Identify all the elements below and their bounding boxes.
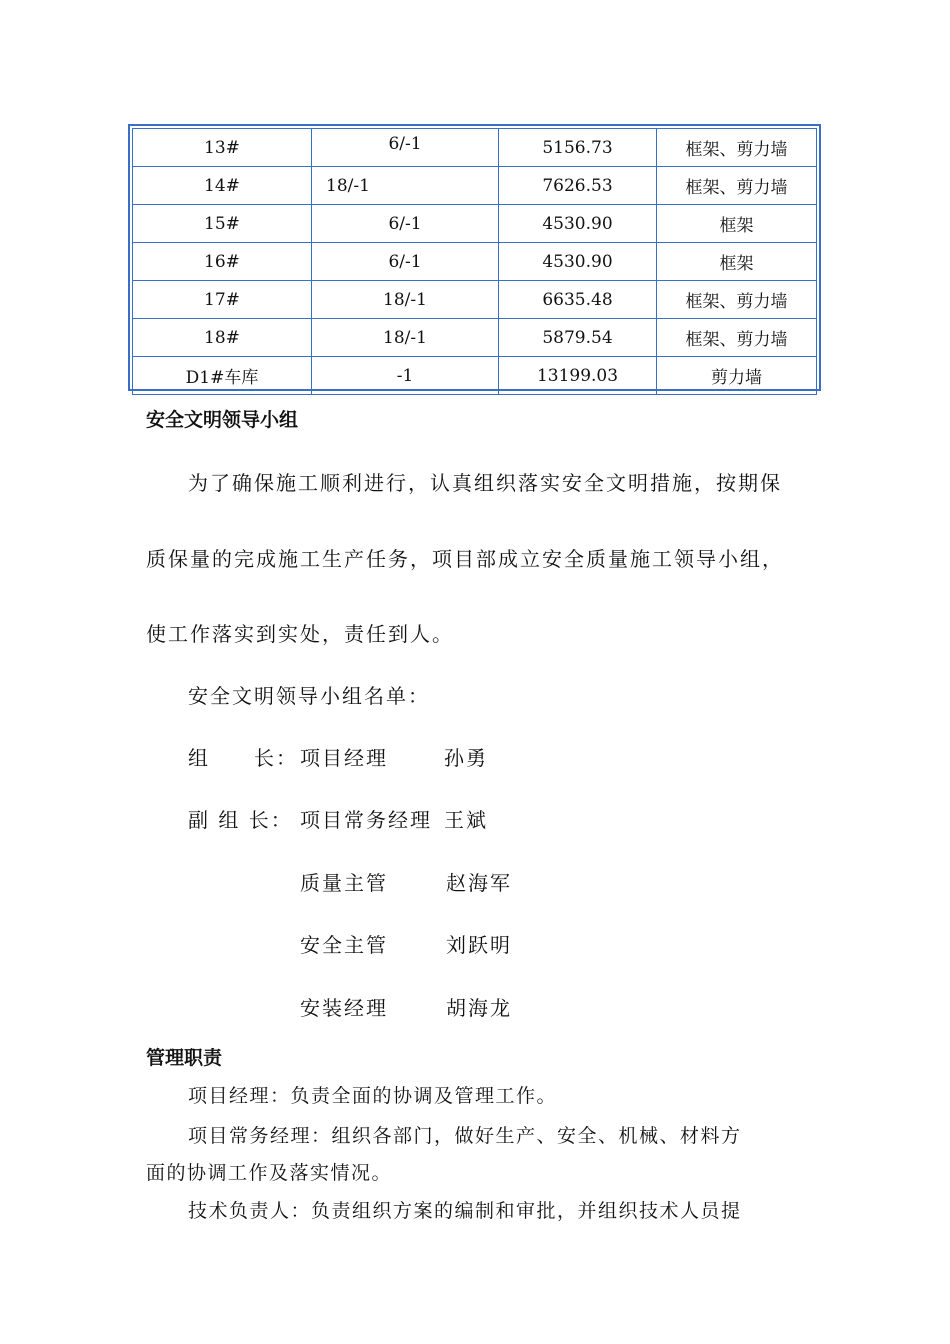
floors-cell <box>312 129 499 167</box>
floors-cell-text: 18/-1 <box>383 327 427 348</box>
area-cell <box>499 205 657 243</box>
floors-cell-text: 6/-1 <box>388 133 422 154</box>
area-cell-text: 7626.53 <box>542 175 613 196</box>
duty-line-4: 技术负责人：负责组织方案的编制和审批，并组织技术人员提 <box>188 1200 742 1222</box>
structure-cell <box>657 281 817 319</box>
deputy-name: 王斌 <box>444 808 488 832</box>
leader-role: 项目经理 <box>300 746 388 770</box>
table-row <box>133 129 817 167</box>
floors-cell <box>312 205 499 243</box>
member-name: 赵海军 <box>446 871 512 895</box>
area-cell-text: 13199.03 <box>536 365 619 386</box>
area-cell <box>499 357 657 395</box>
duty-line-1: 项目经理：负责全面的协调及管理工作。 <box>188 1085 558 1107</box>
building-cell-text: 15# <box>204 213 240 234</box>
area-cell-text: 5156.73 <box>542 137 613 158</box>
structure-cell-text: 框架、剪力墙 <box>685 140 788 160</box>
building-table-body <box>133 129 817 395</box>
table-row <box>133 167 817 205</box>
duty-line-3: 面的协调工作及落实情况。 <box>146 1162 393 1184</box>
building-cell <box>133 243 312 281</box>
floors-cell <box>312 319 499 357</box>
structure-cell <box>657 205 817 243</box>
building-cell <box>133 205 312 243</box>
structure-cell <box>657 167 817 205</box>
deputy-label: 副 组 长： <box>188 808 293 832</box>
leader-name: 孙勇 <box>444 746 488 770</box>
structure-cell <box>657 357 817 395</box>
structure-cell-text: 框架、剪力墙 <box>685 178 788 198</box>
area-cell <box>499 243 657 281</box>
area-cell <box>499 129 657 167</box>
building-table <box>128 124 821 391</box>
section-heading-management: 管理职责 <box>146 1047 223 1069</box>
building-cell-text: D1#车库 <box>185 368 259 388</box>
area-cell-text: 5879.54 <box>542 327 613 348</box>
structure-cell-text: 框架、剪力墙 <box>685 292 788 312</box>
floors-cell <box>312 167 499 205</box>
table-row <box>133 281 817 319</box>
building-cell <box>133 281 312 319</box>
structure-cell <box>657 243 817 281</box>
deputy-role: 项目常务经理 <box>300 808 432 832</box>
building-cell <box>133 319 312 357</box>
member-name: 刘跃明 <box>446 933 512 957</box>
floors-cell-text: 6/-1 <box>388 213 422 234</box>
section-heading-safety-group: 安全文明领导小组 <box>146 409 299 431</box>
floors-cell-text: -1 <box>396 365 414 386</box>
building-cell-text: 17# <box>204 289 240 310</box>
area-cell-text: 4530.90 <box>542 251 613 272</box>
area-cell <box>499 167 657 205</box>
area-cell-text: 4530.90 <box>542 213 613 234</box>
area-cell <box>499 319 657 357</box>
structure-cell-text: 框架 <box>719 254 754 274</box>
building-cell-text: 14# <box>204 175 240 196</box>
structure-cell <box>657 129 817 167</box>
paragraph-line-2: 质保量的完成施工生产任务，项目部成立安全质量施工领导小组， <box>146 547 784 571</box>
building-cell-text: 16# <box>204 251 240 272</box>
duty-line-2: 项目常务经理：组织各部门，做好生产、安全、机械、材料方 <box>188 1125 742 1147</box>
table-row <box>133 357 817 395</box>
table-row <box>133 319 817 357</box>
structure-cell <box>657 319 817 357</box>
building-cell-text: 13# <box>204 137 240 158</box>
floors-cell-text: 18/-1 <box>383 289 427 310</box>
member-role: 质量主管 <box>300 871 388 895</box>
floors-cell-text: 18/-1 <box>326 175 370 196</box>
building-cell <box>133 129 312 167</box>
floors-cell <box>312 281 499 319</box>
paragraph-line-3: 使工作落实到实处，责任到人。 <box>146 622 454 646</box>
building-cell <box>133 357 312 395</box>
structure-cell-text: 剪力墙 <box>711 368 762 388</box>
table-row <box>133 205 817 243</box>
structure-cell-text: 框架、剪力墙 <box>685 330 788 350</box>
table-row <box>133 243 817 281</box>
structure-cell-text: 框架 <box>719 216 754 236</box>
member-role: 安装经理 <box>300 996 388 1020</box>
building-cell-text: 18# <box>204 327 240 348</box>
building-cell <box>133 167 312 205</box>
floors-cell-text: 6/-1 <box>388 251 422 272</box>
paragraph-line-1: 为了确保施工顺利进行，认真组织落实安全文明措施，按期保 <box>188 471 782 495</box>
leader-label: 组 长： <box>188 746 298 770</box>
floors-cell <box>312 357 499 395</box>
member-name: 胡海龙 <box>446 996 512 1020</box>
floors-cell <box>312 243 499 281</box>
area-cell <box>499 281 657 319</box>
member-role: 安全主管 <box>300 933 388 957</box>
area-cell-text: 6635.48 <box>542 289 613 310</box>
list-title: 安全文明领导小组名单： <box>188 684 430 708</box>
